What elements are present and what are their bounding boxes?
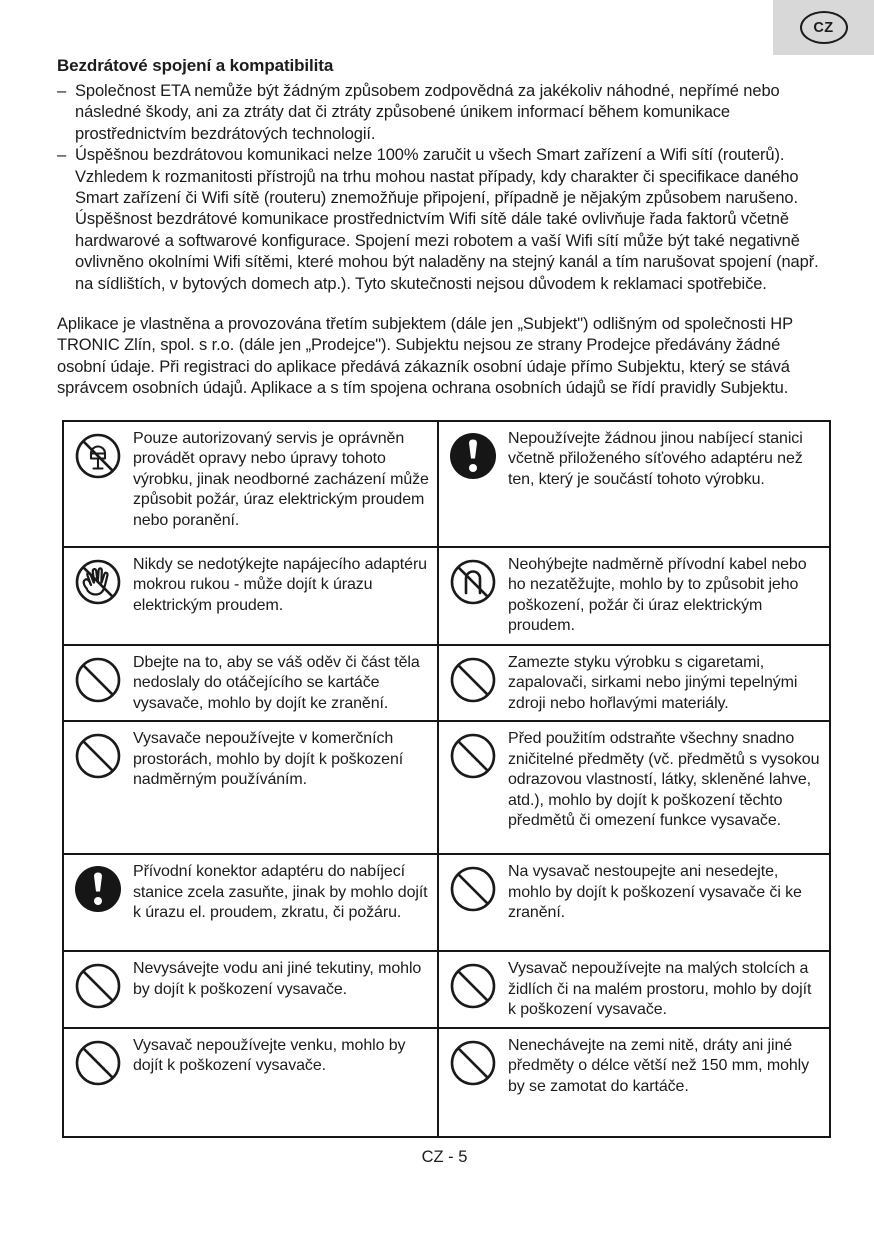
warning-cell [64,952,437,1027]
page-number: CZ - 5 [421,1147,468,1166]
section-heading: Bezdrátové spojení a kompatibilita [57,56,334,75]
prohibition-icon [448,731,498,781]
warning-text: Zamezte styku výrobku s cigaretami, zapalovači, sirkami nebo jinými tepelnými zdroji nebo hořlavými materiály. [508,653,798,712]
warning-text: Neohýbejte nadměrně přívodní kabel nebo ho nezatěžujte, mohlo by to způsobit jeho poškození, požár či úraz elektrickým proudem. [508,555,807,635]
warning-text: Pouze autorizovaný servis je oprávněn provádět opravy nebo úpravy tohoto výrobku, jinak neodborné zacházení může způsobit požár, úraz elektrickým proudem nebo poranění. [133,429,429,529]
bullet-dash: – [57,146,67,165]
table-row [64,546,829,644]
warning-text: Nikdy se nedotýkejte napájecího adaptéru mokrou rukou - může dojít k úrazu elektrickým proudem. [133,555,427,614]
table-row [64,853,829,950]
warning-text: Dbejte na to, aby se váš oděv či část těla nedoslaly do otáčejícího se kartáče vysavače, mohlo by dojít ke zranění. [133,653,420,712]
warning-icon [448,431,498,481]
table-row [64,422,829,546]
warning-text: Nevysávejte vodu ani jiné tekutiny, mohlo by dojít k poškození vysavače. [133,960,422,998]
prohibition-icon [73,731,123,781]
no-wet-hand-icon [73,557,123,607]
prohibition-icon [448,864,498,914]
warning-text: Nepoužívejte žádnou jinou nabíjecí stanici včetně přiloženého síťového adaptéru než ten, který je součástí tohoto výrobku. [508,429,803,488]
prohibition-icon [448,655,498,705]
warning-cell [64,855,437,950]
safety-warnings-table [62,420,831,1138]
language-badge: CZ [800,11,848,44]
prohibition-icon [448,961,498,1011]
app-ownership-paragraph: Aplikace je vlastněna a provozována třetím subjektem (dále jen „Subjekt") odlišným od společnosti HP TRONIC Zlín, spol. s r.o. (dále jen „Prodejce"). Subjektu nejsou ze strany Prodejce předávány žádné osobní údaje. Při registraci do aplikace předává zákazník osobní údaje přímo Subjektu, který se stává správcem osobních údajů. Aplikace a s tím spojena ochrana osobních údajů se řídí pravidly Subjektu. [57,315,793,398]
table-row [64,1027,829,1136]
warning-text: Před použitím odstraňte všechny snadno zničitelné předměty (vč. předmětů s vysokou odrazovou vlastností, látky, skleněné lahve, atd.), mohlo by dojít k poškození těchto předmětů či omezení funkce vysavače. [508,730,820,830]
no-repair-icon [73,431,123,481]
warning-cell [437,422,829,546]
table-row [64,950,829,1027]
bullet-text: Společnost ETA nemůže být žádným způsobem zodpovědná za jakékoliv náhodné, nepřímé nebo následné škody, ani za ztráty dat či ztráty způsobené únikem informací během komunikace prostřednictvím bezdrátových technologií. [75,82,780,143]
warning-cell [64,548,437,644]
warning-cell [64,646,437,721]
warning-text: Vysavač nepoužívejte venku, mohlo by dojít k poškození vysavače. [133,1036,406,1075]
warning-cell [64,422,437,546]
warning-cell [437,646,829,721]
warning-cell [437,855,829,950]
warning-cell [437,548,829,644]
warning-cell [64,1029,437,1136]
bullet-item [57,81,827,145]
warning-text: Vysavače nepoužívejte v komerčních prostorách, mohlo by dojít k poškození nadměrným používáním. [133,730,404,789]
warning-cell [64,722,437,853]
table-row [64,644,829,721]
bullet-dash: – [57,82,67,100]
warning-cell [437,1029,829,1136]
warning-text: Vysavač nepoužívejte na malých stolcích a židlích či na malém prostoru, mohlo by dojít k poškození vysavače. [508,960,812,1019]
warning-text: Přívodní konektor adaptéru do nabíjecí stanice zcela zasuňte, jinak by mohlo dojít k úrazu el. proudem, zkratu, či požáru. [133,863,428,922]
language-tab [773,0,874,55]
bullet-item [57,145,827,295]
bullet-text: Úspěšnou bezdrátovou komunikaci nelze 100% zaručit u všech Smart zařízení a Wifi sítí (routerů). Vzhledem k rozmanitosti přístrojů na trhu mohou nastat případy, kdy charakter či specifikace daného Smart zařízení či Wifi sítě (routeru) znemožňuje připojení, případně je nějakým způsobem narušeno. Úspěšnost bezdrátové komunikace prostřednictvím Wifi sítě dále také ovlivňuje řada faktorů včetně hardwarové a softwarové konfigurace. Spojení mezi robotem a vaší Wifi sítí může být také negativně ovlivněno okolními Wifi sítěmi, které mohou být naladěny na stejný kanál a tím narušovat spojení (např. na sídlištích, v bytových domech atp.). Tyto skutečnosti nejsou důvodem k reklamaci spotřebiče. [75,146,819,293]
table-row [64,720,829,853]
prohibition-icon [448,1038,498,1088]
prohibition-icon [73,655,123,705]
warning-cell [437,722,829,853]
no-bend-cable-icon [448,557,498,607]
warning-icon [73,864,123,914]
prohibition-icon [73,961,123,1011]
warning-cell [437,952,829,1027]
warning-text: Nenechávejte na zemi nitě, dráty ani jiné předměty o délce větší než 150 mm, mohly by se zamotat do kartáče. [508,1036,810,1095]
prohibition-icon [73,1038,123,1088]
warning-text: Na vysavač nestoupejte ani nesedejte, mohlo by dojít k poškození vysavače či ke zranění. [508,863,802,922]
